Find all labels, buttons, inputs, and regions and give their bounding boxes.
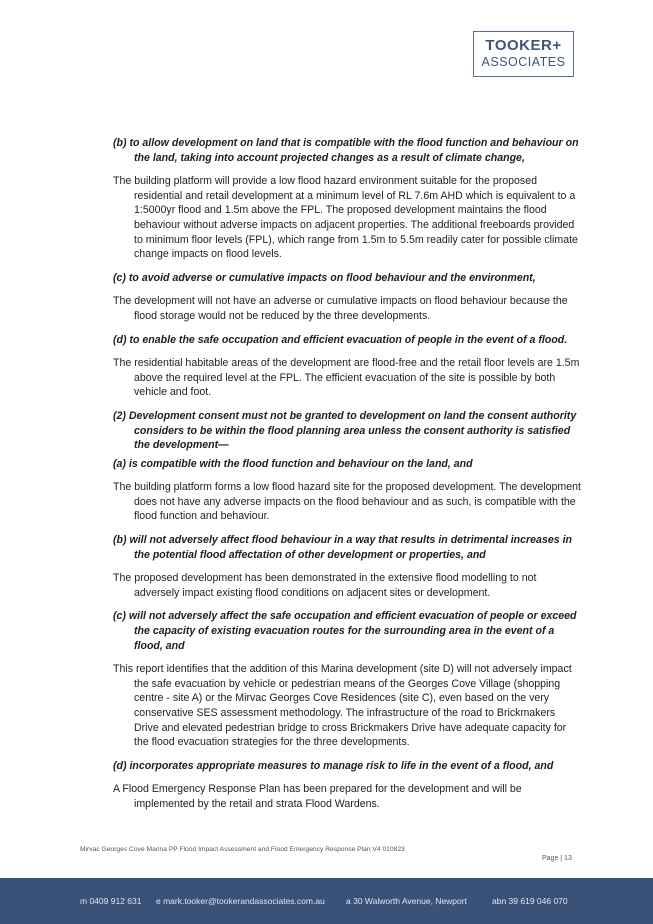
clause-heading: (c) to avoid adverse or cumulative impacts on flood behaviour and the environment, xyxy=(113,271,536,284)
body-paragraph: The building platform will provide a low flood hazard environment suitable for the proposed residential and retail development at a minimum level of RL 7.6m AHD which is equivalent to a 1:5000yr flood and 1.5m above the FPL. The proposed development maintains the flood behaviour without adverse impacts on adjacent properties. The additional freeboards provided to minimum floor levels (FPL), which range from 1.5m to 5.5m readily cater for possible climate change impacts on flood levels. xyxy=(113,175,578,261)
body-paragraph: The building platform forms a low flood hazard site for the proposed development. The development does not have any adverse impacts on the flood behaviour and as such, is compatible with the flood function and behaviour. xyxy=(113,481,581,523)
clause-heading: (b) will not adversely affect flood behaviour in a way that results in detrimental increases in the potential flood affectation of other development or properties, and xyxy=(113,534,572,561)
logo-line-1: TOOKER+ xyxy=(485,37,562,54)
clause-heading: (a) is compatible with the flood function and behaviour on the land, and xyxy=(113,457,473,470)
body-paragraph: The proposed development has been demonstrated in the extensive flood modelling to not adversely impact existing flood conditions on adjacent sites or development. xyxy=(113,572,537,599)
document-reference: Mirvac Georges Cove Marina PP Flood Impact Assessment and Flood Emergency Response Plan V4 010823 xyxy=(80,846,405,853)
contact-footer-bar xyxy=(0,878,653,924)
clause-heading: (d) incorporates appropriate measures to manage risk to life in the event of a flood, and xyxy=(113,759,554,772)
body-paragraph: The development will not have an adverse or cumulative impacts on flood behaviour because the flood storage would not be reduced by the three developments. xyxy=(113,295,568,322)
company-logo xyxy=(473,31,574,77)
clause-heading: (d) to enable the safe occupation and efficient evacuation of people in the event of a flood. xyxy=(113,333,568,346)
document-body xyxy=(113,136,581,821)
clause-heading: (2) Development consent must not be granted to development on land the consent authority considers to be within the flood planning area unless the consent authority is satisfied the development— xyxy=(113,409,577,452)
page-number: Page | 13 xyxy=(542,855,572,862)
clause-heading: (b) to allow development on land that is compatible with the flood function and behaviour on the land, taking into account projected changes as a result of climate change, xyxy=(113,137,579,164)
clause-heading: (c) will not adversely affect the safe occupation and efficient evacuation of people or exceed the capacity of existing evacuation routes for the surrounding area in the event of a flood, and xyxy=(113,610,577,652)
body-paragraph: This report identifies that the addition of this Marina development (site D) will not adversely impact the safe evacuation by vehicle or pedestrian means of the Georges Cove Village (shopping centre - site A) or the Mirvac Georges Cove Residences (site C), even based on the very conservative SES assessment methodology. The infrastructure of the road to Brickmakers Drive and elevated pedestrian bridge to cross Brickmakers Drive have adequate capacity for the flood evacuation strategies for the three developments. xyxy=(113,663,572,749)
contact-email[interactable]: e mark.tooker@tookerandassociates.com.au xyxy=(156,896,325,906)
contact-address: a 30 Walworth Avenue, Newport xyxy=(346,896,467,906)
body-paragraph: A Flood Emergency Response Plan has been prepared for the development and will be implemented by the retail and strata Flood Wardens. xyxy=(113,783,522,810)
contact-phone: m 0409 912 631 xyxy=(80,896,142,906)
body-paragraph: The residential habitable areas of the development are flood-free and the retail floor levels are 1.5m above the required level at the FPL. The efficient evacuation of the site is possible by both vehicle and foot. xyxy=(113,357,580,399)
logo-line-2: ASSOCIATES xyxy=(481,55,566,69)
contact-abn: abn 39 619 046 070 xyxy=(492,896,568,906)
